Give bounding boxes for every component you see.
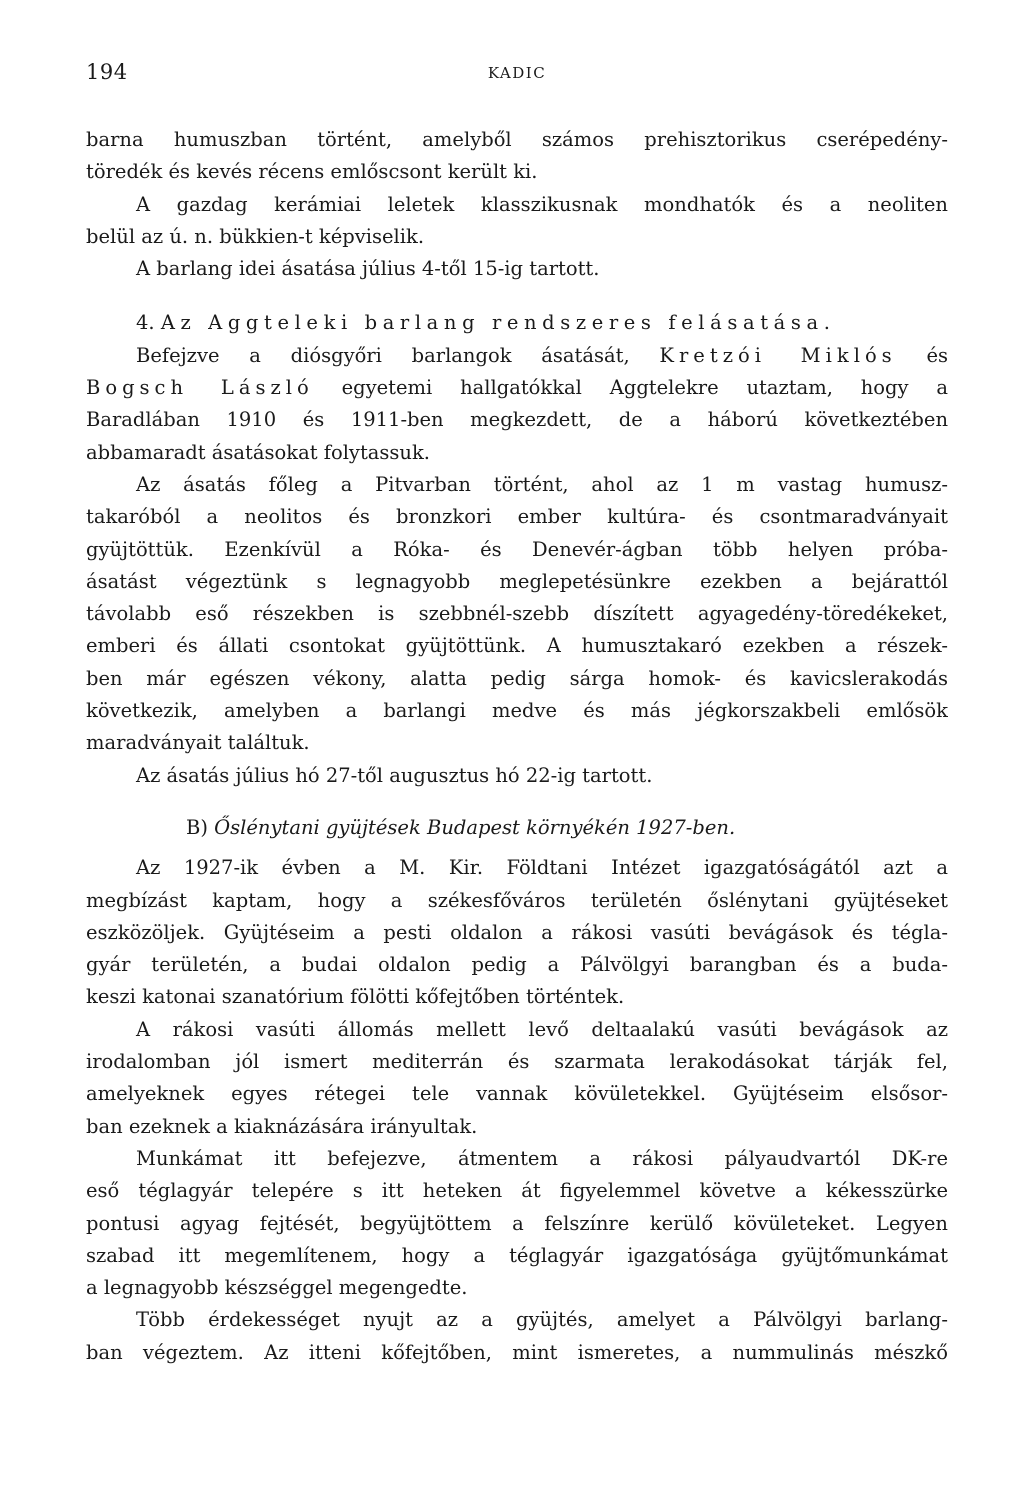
subsection-label: B): [186, 815, 208, 839]
text-line: gyüjtöttük. Ezenkívül a Róka- és Denevér-ágban több helyen próba-: [86, 537, 948, 561]
subsection-title: Őslénytani gyüjtések Budapest környékén 1927-ben.: [214, 815, 736, 839]
spacer: [86, 844, 948, 852]
person-name: Bogsch László: [86, 376, 314, 400]
section-number: 4.: [136, 311, 155, 335]
spacer: [86, 792, 948, 812]
text-line: ásatást végeztünk s legnagyobb meglepetésünkre ezekben a bejárattól: [86, 569, 948, 593]
text-line: keszi katonai szanatórium fölötti kőfejtőben történtek.: [86, 985, 625, 1009]
text-line: barna humuszban történt, amelyből számos prehisztorikus cserépedény-: [86, 128, 948, 151]
text-line: irodalomban jól ismert mediterrán és szarmata lerakodásokat tárják fel,: [86, 1050, 948, 1074]
text-line: következik, amelyben a barlangi medve és más jégkorszakbeli emlősök: [86, 699, 948, 723]
text-line: töredék és kevés récens emlőscsont került ki.: [86, 160, 538, 184]
text-line: Baradlában 1910 és 1911-ben megkezdett, de a háború következtében: [86, 408, 948, 432]
running-title: KADIC: [487, 64, 547, 82]
text-line: eső téglagyár telepére s itt heteken át figyelemmel követve a kékesszürke: [86, 1179, 948, 1203]
text-line: maradványait találtuk.: [86, 731, 310, 755]
text-line: abbamaradt ásatásokat folytassuk.: [86, 440, 431, 464]
text-line: ban ezeknek a kiaknázására irányultak.: [86, 1114, 478, 1138]
text-line: Több érdekességet nyujt az a gyüjtés, amelyet a Pálvölgyi barlang-: [136, 1308, 948, 1332]
text-line: pontusi agyag fejtését, begyüjtöttem a felszínre kerülő kövületeket. Legyen: [86, 1211, 948, 1235]
text-line: a legnagyobb készséggel megengedte.: [86, 1276, 468, 1300]
text-fragment: és: [926, 343, 948, 367]
page-number: 194: [86, 60, 128, 84]
text-line: emberi és állati csontokat gyüjtöttünk. A humusztakaró ezekben a részek-: [86, 634, 948, 658]
text-line: távolabb eső részekben is szebbnél-szebb díszített agyagedény-töredékeket,: [86, 602, 948, 626]
section-title: Az Aggteleki barlang rendszeres felásatása.: [160, 311, 836, 335]
text-line: A gazdag kerámiai leletek klasszikusnak mondhatók és a neoliten: [136, 192, 948, 216]
running-head: [86, 60, 948, 90]
text-line: A rákosi vasúti állomás mellett levő deltaalakú vasúti bevágások az: [136, 1017, 948, 1041]
text-line: takaróból a neolitos és bronzkori ember kultúra- és csontmaradványait: [86, 505, 948, 529]
spacer: [86, 285, 948, 307]
text-fragment: Befejzve a diósgyőri barlangok ásatását,: [136, 343, 630, 367]
text-line: megbízást kaptam, hogy a székesfőváros területén őslénytani gyüjtéseket: [86, 888, 948, 912]
text-line: ben már egészen vékony, alatta pedig sárga homok- és kavicslerakodás: [86, 666, 948, 690]
subsection-heading: [86, 812, 948, 844]
text-line: A barlang idei ásatása július 4-től 15-ig tartott.: [136, 257, 600, 281]
person-name: Kretzói Miklós: [659, 343, 897, 367]
text-line: eszközöljek. Gyüjtéseim a pesti oldalon a rákosi vasúti bevágások és tégla-: [86, 920, 948, 944]
text-line: ban végeztem. Az itteni kőfejtőben, mint ismeretes, a nummulinás mészkő: [86, 1340, 948, 1364]
text-line: Az ásatás főleg a Pitvarban történt, ahol az 1 m vastag humusz-: [136, 472, 948, 496]
text-line: [86, 340, 948, 372]
text-line: Az 1927-ik évben a M. Kir. Földtani Intézet igazgatóságától azt a: [136, 856, 948, 880]
text-line: Az ásatás július hó 27-től augusztus hó 22-ig tartott.: [136, 763, 653, 787]
text-fragment: egyetemi hallgatókkal Aggtelekre utaztam, hogy a: [341, 376, 948, 400]
text-line: Munkámat itt befejezve, átmentem a rákosi pályaudvartól DK-re: [136, 1146, 948, 1170]
text-line: [86, 372, 948, 404]
text-line: belül az ú. n. bükkien-t képviselik.: [86, 224, 425, 248]
text-line: amelyeknek egyes rétegei tele vannak kövületekkel. Gyüjtéseim elsősor-: [86, 1082, 948, 1106]
body-text: [86, 124, 948, 1369]
text-line: szabad itt megemlítenem, hogy a téglagyár igazgatósága gyüjtőmunkámat: [86, 1243, 948, 1267]
section-heading: [86, 307, 948, 339]
text-line: gyár területén, a budai oldalon pedig a Pálvölgyi barangban és a buda-: [86, 953, 948, 977]
